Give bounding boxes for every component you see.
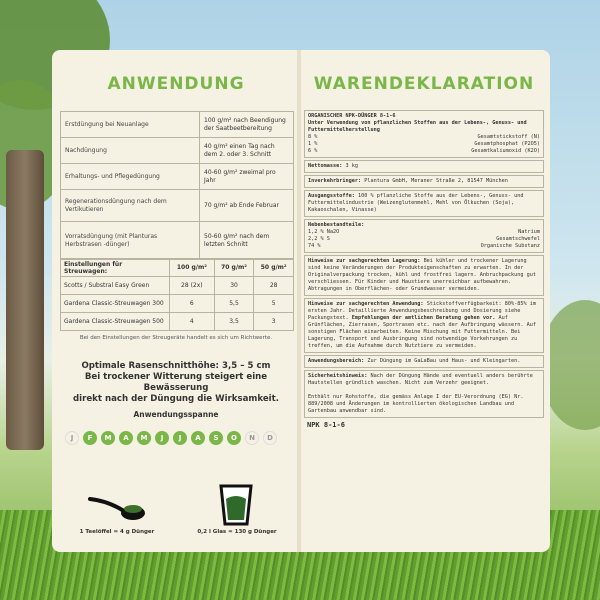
anwendung-title: ANWENDUNG — [107, 74, 245, 94]
npk-label: NPK 8-1-6 — [307, 421, 345, 429]
declaration-list — [304, 110, 544, 433]
table-row: Nachdüngung 40 g/m² einen Tag nach dem 2. oder 3. Schnitt — [61, 138, 294, 164]
storage-notes: Hinweise zur sachgerechten Lagerung: Bei kühler und trockener Lagerung sind keine Veränderungen der Produkteigenschaften zu erwarten. In der Originalverpackung trocken, kühl und frostfrei lagern. Anbruchpackung gut verschliessen. Für Kinder und Haustiere unerreichbar aufbewahren. Abtragungen in Oberflächen- oder Grundwasser vermeiden. — [304, 255, 544, 296]
table-row: Gardena Classic-Streuwagen 500 4 3,5 3 — [61, 313, 294, 331]
column-divider — [297, 50, 301, 552]
spreader-note: Bei den Einstellungen der Streugeräte handelt es sich um Richtwerte. — [79, 335, 273, 341]
month-calendar — [65, 431, 277, 445]
application-area: Anwendungsbereich: Zur Düngung im GaLaBau und Haus- und Kleingarten. — [304, 355, 544, 368]
glass-icon — [218, 483, 254, 527]
month-indicator: F — [83, 431, 97, 445]
net-mass: Nettomasse: 3 kg — [304, 160, 544, 173]
minor-ingredients: Nebenbestandteile: 1,2 % Na2O Natrium 2,2 % S Gesamtschwefel 74 % Organische Substanz — [304, 219, 544, 253]
month-indicator: M — [137, 431, 151, 445]
month-indicator: O — [227, 431, 241, 445]
anwendung-section — [58, 50, 294, 552]
month-indicator: A — [119, 431, 133, 445]
safety-notes: Sicherheitshinweis: Nach der Düngung Hände und eventuell anders berührte Hautstellen gründlich waschen. Nicht zum Verzehr geeignet. Enthält nur Rohstoffe, die gemäss Anlage I der EU-Verordnung (EG) Nr. 889/2008 und Änderungen im kontrollierten ökologischen Landbau und Gartenbau anwendbar sind. — [304, 370, 544, 418]
month-indicator: S — [209, 431, 223, 445]
table-header: Einstellungen für Streuwagen: 100 g/m² 70 g/m² 50 g/m² — [61, 259, 294, 277]
composition-block: ORGANISCHER NPK-DÜNGER 8-1-6 Unter Verwendung von pflanzlichen Stoffen aus der Lebens-, Genuss- und Futtermittelherstellung 8 % Gesamtstickstoff (N) 1 % Gesamtphosphat (P2O5) 6 % Gesamtkaliumoxid (K2O) — [304, 110, 544, 158]
application-span-title: Anwendungsspanne — [133, 410, 219, 419]
month-indicator: D — [263, 431, 277, 445]
month-indicator: J — [173, 431, 187, 445]
table-row: Erhaltungs- und Pflegedüngung 40-60 g/m² zweimal pro Jahr — [61, 164, 294, 190]
producer: Inverkehrbringer: Plantura GmbH, Meraner Straße 2, 81547 München — [304, 175, 544, 188]
source-materials: Ausgangsstoffe: 100 % pflanzliche Stoffe aus der Lebens-, Genuss- und Futtermittelindustrie (Weizenglutenmehl, Mehl von Ölkuchen (Soja), Kakaoschalen, Vinasse) — [304, 190, 544, 217]
application-table — [60, 111, 294, 260]
month-indicator: N — [245, 431, 259, 445]
warendeklaration-section — [304, 50, 544, 552]
table-row: Regenerationsdüngung nach dem Vertikutieren 70 g/m² ab Ende Februar — [61, 190, 294, 222]
spreader-table — [60, 258, 294, 331]
table-row: Erstdüngung bei Neuanlage 100 g/m² nach Beendigung der Saatbeetbereitung — [61, 112, 294, 138]
usage-notes: Hinweise zur sachgerechten Anwendung: Stickstoffverfügbarkeit: 80%-85% im ersten Jahr. Detaillierte Anwendungsbeschreibung und Dosierung siehe Packungstext. Empfehlungen der amtlichen Beratung gehen vor. Auf Grünflächen, Zierrasen, Sportrasen etc. nach der Aufbringung wässern. Auf sonstigen Flächen einarbeiten. Keine Mischung mit Futtermitteln. Bei Lagerung, Transport und Ausbringung sind notwendige Vorkehrungen zu treffen, um die Aufnahme durch Nutztiere zu vermeiden. — [304, 298, 544, 353]
table-row: Scotts / Substral Easy Green 28 (2x) 30 28 — [61, 277, 294, 295]
teaspoon-icon — [88, 495, 148, 525]
month-indicator: J — [65, 431, 79, 445]
warendeklaration-title: WARENDEKLARATION — [313, 74, 535, 94]
glass-caption: 0,2 l Glas = 130 g Dünger — [197, 529, 277, 535]
mowing-hint: Optimale Rasenschnitthöhe: 3,5 – 5 cm Bei trockener Witterung steigert eine Bewässerung direkt nach der Düngung die Wirksamkeit. — [72, 361, 279, 404]
spoon-caption: 1 Teelöffel = 4 g Dünger — [79, 529, 155, 535]
table-row: Gardena Classic-Streuwagen 300 6 5,5 5 — [61, 295, 294, 313]
month-indicator: M — [101, 431, 115, 445]
table-row: Vorratsdüngung (mit Planturas Herbstrasen -dünger) 50-60 g/m² nach dem letzten Schnitt — [61, 222, 294, 260]
info-card — [52, 50, 550, 552]
month-indicator: A — [191, 431, 205, 445]
month-indicator: J — [155, 431, 169, 445]
